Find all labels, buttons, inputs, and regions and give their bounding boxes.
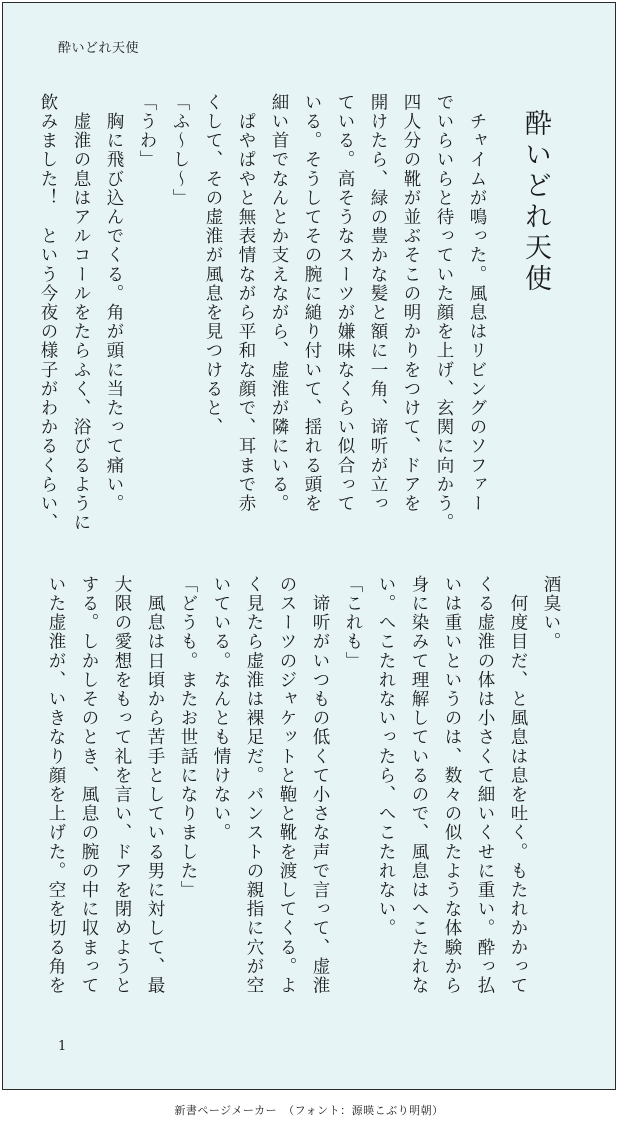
top-text-block (31, 93, 567, 533)
text-line: いている。なんとも情けない。 (211, 575, 231, 843)
text-line: ている。高そうなスーツが嫌味なくらい似合って (335, 93, 355, 514)
text-line: のスーツのジャケットと鞄と靴を渡してくる。よ (277, 575, 297, 996)
text-line: 飲みました！ という今夜の様子がわかるくらい、 (38, 93, 58, 533)
text-line: 風息は日頃から苦手としている男に対して、最 (145, 575, 165, 996)
text-line: 胸に飛び込んでくる。角が頭に当たって痛い。 (104, 93, 124, 514)
page-number: 1 (58, 1039, 67, 1054)
text-line: 細い首でなんとか支えながら、虚淮が隣にいる。 (269, 93, 289, 514)
text-line: 「どうも。またお世話になりました」 (178, 575, 198, 900)
text-line: 身に染みて理解しているので、風息はへこたれな (409, 575, 429, 996)
text-line: 大限の愛想をもって礼を言い、ドアを閉めようと (112, 575, 132, 996)
bottom-text-block (39, 575, 567, 1005)
text-line: い。へこたれないったら、へこたれない。 (376, 575, 396, 938)
text-line: くる虚淮の体は小さくて細いくせに重い。酔っ払 (475, 575, 495, 996)
story-title: 酔いどれ天使 (520, 109, 551, 295)
text-line: ぱやぱやと無表情ながら平和な顔で、耳まで赤 (236, 93, 256, 514)
book-page (2, 2, 616, 1090)
footer-caption: 新書ページメーカー （フォント：源暎こぶり明朝） (174, 1104, 444, 1117)
text-line: でいらいらと待っていた顔を上げ、玄関に向かう。 (434, 93, 454, 533)
text-line: 虚淮の息はアルコールをたらふく、浴びるように (71, 93, 91, 533)
text-line: いた虚淮が、いきなり顔を上げた。空を切る角を (46, 575, 66, 996)
text-line: いる。そうしてその腕に縋り付いて、揺れる頭を (302, 93, 322, 514)
running-header: 酔いどれ天使 (58, 41, 140, 56)
text-line: いは重いというのは、数々の似たような体験から (442, 575, 462, 996)
text-line: 「ふ～し～」 (170, 93, 190, 208)
text-line: 何度目だ、と風息は息を吐く。もたれかかって (508, 575, 528, 996)
text-line: 四人分の靴が並ぶそこの明かりをつけて、ドアを (401, 93, 421, 514)
text-line: チャイムが鳴った。風息はリビングのソファー (467, 93, 487, 514)
text-line: 谛听がいつもの低くて小さな声で言って、虚淮 (310, 575, 330, 996)
text-line: する。しかしそのとき、風息の腕の中に収まって (79, 575, 99, 996)
text-line: くして、その虚淮が風息を見つけると、 (203, 93, 223, 437)
text-line: く見たら虚淮は裸足だ。パンストの親指に穴が空 (244, 575, 264, 996)
text-line: 「これも」 (343, 575, 363, 671)
text-line: 「うわ」 (137, 93, 157, 170)
text-line: 酒臭い。 (541, 575, 561, 652)
text-line: 開けたら、緑の豊かな髪と額に一角、谛听が立っ (368, 93, 388, 514)
